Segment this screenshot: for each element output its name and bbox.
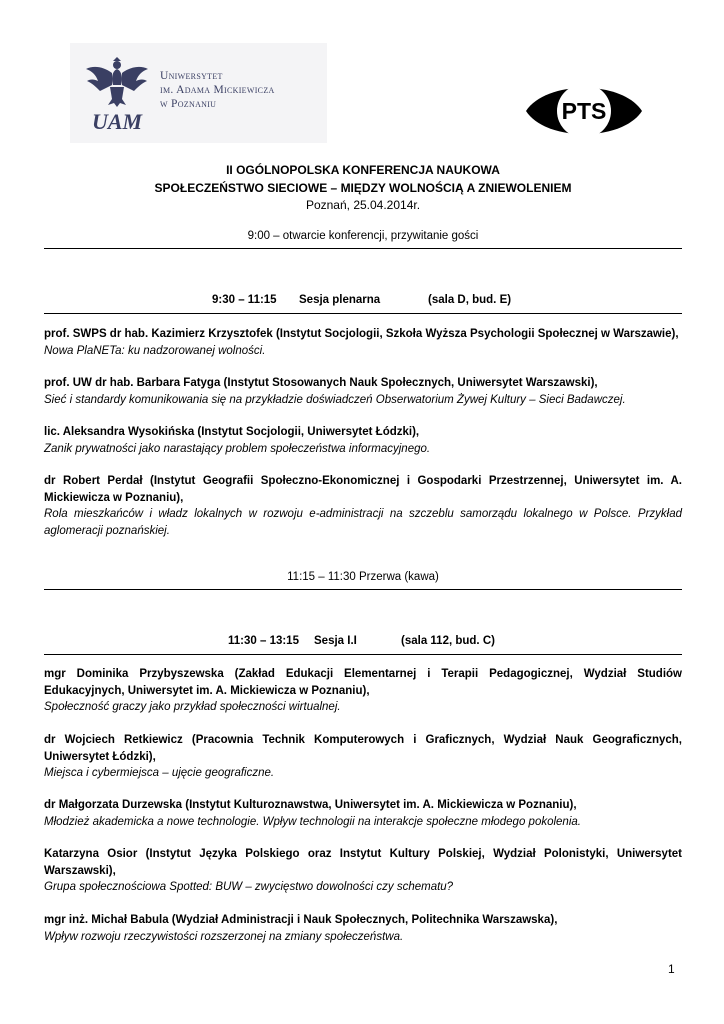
session-time: 11:30 – 13:15 xyxy=(228,635,299,647)
university-name xyxy=(160,69,275,111)
talk-entry: dr Małgorzata Durzewska (Instytut Kulturoznawstwa, Uniwersytet im. A. Mickiewicza w Poznaniu), Młodzież akademicka a nowe technologie. Wpływ technologii na interakcje społeczne młodego pokolenia. xyxy=(44,797,682,830)
speaker: dr Robert Perdał (Instytut Geografii Społeczno-Ekonomicznej i Gospodarki Przestrzennej, Uniwersytet im. A. Mickiewicza w Poznaniu) xyxy=(44,475,682,504)
talk-entry: dr Wojciech Retkiewicz (Pracownia Technik Komputerowych i Graficznych, Wydział Nauk Geograficznych, Uniwersytet Łódzki), Miejsca i cybermiejsca – ujęcie geograficzne. xyxy=(44,732,682,782)
divider xyxy=(44,589,682,590)
talk-entry: prof. UW dr hab. Barbara Fatyga (Instytut Stosowanych Nauk Społecznych, Uniwersytet Warszawski), Sieć i standardy komunikowania się na przykładzie doświadczeń Obserwatorium Żywej Kultury – Sieci Badawczej. xyxy=(44,375,682,408)
talk-title: Nowa PlaNETa: ku nadzorowanej wolności. xyxy=(44,344,266,357)
talk-title: Społeczność graczy jako przykład społeczności wirtualnej. xyxy=(44,701,341,713)
talk-entry: lic. Aleksandra Wysokińska (Instytut Socjologii, Uniwersytet Łódzki), Zanik prywatności jako narastający problem społeczeństwa informacyjnego. xyxy=(44,424,682,457)
divider xyxy=(44,313,682,314)
conference-title: SPOŁECZEŃSTWO SIECIOWE – MIĘDZY WOLNOŚCIĄ A ZNIEWOLENIEM xyxy=(154,181,572,195)
talk-title: Wpływ rozwoju rzeczywistości rozszerzonej na zmiany społeczeństwa. xyxy=(44,930,404,943)
session-room: (sala D, bud. E) xyxy=(428,294,512,306)
talk-entry: mgr Dominika Przybyszewska (Zakład Edukacji Elementarnej i Terapii Pedagogicznej, Wydział Studiów Edukacyjnych, Uniwersytet im. A. Mickiewicza w Poznaniu), Społeczność graczy jako przykład społeczności wirtualnej. xyxy=(44,666,682,716)
talk-entry: mgr inż. Michał Babula (Wydział Administracji i Nauk Społecznych, Politechnika Warszawska), Wpływ rozwoju rzeczywistości rozszerzonej na zmiany społeczeństwa. xyxy=(44,912,682,945)
talk-title: Miejsca i cybermiejsca – ujęcie geograficzne. xyxy=(44,767,275,779)
page-number: 1 xyxy=(668,962,675,976)
speaker: prof. UW dr hab. Barbara Fatyga (Instytut Stosowanych Nauk Społecznych, Uniwersytet Warszawski) xyxy=(44,377,595,389)
speaker: mgr inż. Michał Babula (Wydział Administracji i Nauk Społecznych, Politechnika Warszawska) xyxy=(44,914,555,926)
uam-logo xyxy=(70,43,327,143)
talk-title: Młodzież akademicka a nowe technologie. Wpływ technologii na interakcje społeczne młodego pokolenia. xyxy=(44,815,581,828)
university-name-line: Uniwersytet xyxy=(160,70,223,82)
pts-mark: PTS xyxy=(561,98,607,124)
speaker: lic. Aleksandra Wysokińska (Instytut Socjologii, Uniwersytet Łódzki) xyxy=(44,426,416,438)
place-date: Poznań, 25.04.2014r. xyxy=(305,198,421,212)
divider xyxy=(44,654,682,655)
session-room: (sala 112, bud. C) xyxy=(401,635,495,647)
talk-entry: prof. SWPS dr hab. Kazimierz Krzysztofek (Instytut Socjologii, Szkoła Wyższa Psychologii Społecznej w Warszawie), Nowa PlaNETa: ku nadzorowanej wolności. xyxy=(44,326,682,359)
talk-title: Rola mieszkańców i władz lokalnych w rozwoju e-administracji na szczeblu samorządu lokalnego w Polsce. Przykład aglomeracji poznańskiej. xyxy=(44,508,682,537)
university-name-line: w Poznaniu xyxy=(160,98,217,110)
university-name-line: im. Adama Mickiewicza xyxy=(160,84,275,96)
talk-title: Zanik prywatności jako narastający problem społeczeństwa informacyjnego. xyxy=(44,442,431,455)
session-name: Sesja plenarna xyxy=(299,294,381,306)
talk-title: Sieć i standardy komunikowania się na przykładzie doświadczeń Obserwatorium Żywej Kultury – Sieci Badawczej. xyxy=(44,393,626,406)
pts-logo xyxy=(522,76,646,146)
eagle-emblem-icon xyxy=(82,55,152,133)
divider xyxy=(44,248,682,249)
talk-entry: dr Robert Perdał (Instytut Geografii Społeczno-Ekonomicznej i Gospodarki Przestrzennej, Uniwersytet im. A. Mickiewicza w Poznaniu), Rola mieszkańców i władz lokalnych w rozwoju e-administracji na szczeblu samorządu lokalnego w Polsce. Przykład aglomeracji poznańskiej. xyxy=(44,473,682,539)
uam-mark: UAM xyxy=(91,109,143,133)
speaker: prof. SWPS dr hab. Kazimierz Krzysztofek (Instytut Socjologii, Szkoła Wyższa Psychologii Społecznej w Warszawie) xyxy=(44,328,676,340)
speaker: dr Małgorzata Durzewska (Instytut Kulturoznawstwa, Uniwersytet im. A. Mickiewicza w Poznaniu) xyxy=(44,799,574,811)
talk-entry: Katarzyna Osior (Instytut Języka Polskiego oraz Instytut Kultury Polskiej, Wydział Polonistyki, Uniwersytet Warszawski), Grupa społecznościowa Spotted: BUW – zwycięstwo dowolności czy schematu? xyxy=(44,846,682,896)
speaker: mgr Dominika Przybyszewska (Zakład Edukacji Elementarnej i Terapii Pedagogicznej, Wydział Studiów Edukacyjnych, Uniwersytet im. A. Mickiewicza w Poznaniu) xyxy=(44,668,682,697)
speaker: Katarzyna Osior (Instytut Języka Polskiego oraz Instytut Kultury Polskiej, Wydział Polonistyki, Uniwersytet Warszawski) xyxy=(44,848,682,877)
break-line: 11:15 – 11:30 Przerwa (kawa) xyxy=(287,571,439,583)
opening-line: 9:00 – otwarcie konferencji, przywitanie gości xyxy=(247,230,479,242)
talk-title: Grupa społecznościowa Spotted: BUW – zwycięstwo dowolności czy schematu? xyxy=(44,881,454,893)
conference-ordinal-title: II OGÓLNOPOLSKA KONFERENCJA NAUKOWA xyxy=(226,163,500,177)
session-time: 9:30 – 11:15 xyxy=(212,294,277,306)
speaker: dr Wojciech Retkiewicz (Pracownia Technik Komputerowych i Graficznych, Wydział Nauk Geograficznych, Uniwersytet Łódzki) xyxy=(44,734,682,763)
session-name: Sesja I.I xyxy=(314,635,357,647)
